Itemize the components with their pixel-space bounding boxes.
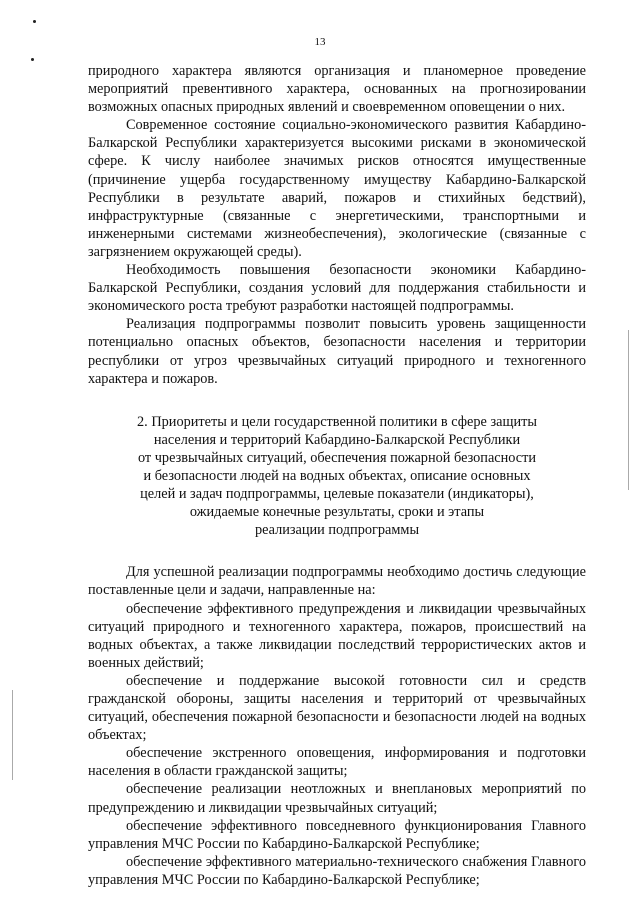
page-number: 13 <box>314 36 326 48</box>
section-heading <box>88 413 586 540</box>
list-item: обеспечение эффективного повседневного функционирования Главного управления МЧС России по Кабардино-Балкарской Республике; <box>88 817 586 852</box>
document-body <box>88 62 586 889</box>
scan-edge-mark <box>12 690 13 780</box>
paragraph: природного характера являются организация и планомерное проведение мероприятий превентивного характера, основанных на прогнозировании возможных опасных природных явлений и своевременном оповещении о них. <box>88 63 586 116</box>
heading-line: и безопасности людей на водных объектах, описание основных <box>143 467 531 484</box>
paragraph: Современное состояние социально-экономического развития Кабардино-Балкарской Республики характеризуется высокими рисками в экономической сфере. К числу наиболее значимых рисков относятся имущественные (причинение ущерба государственному имуществу Кабардино-Балкарской Республики в результате аварий, пожаров и стихийных бедствий), инфраструктурные (связанные с энергетическими, транспортными и инженерными системами жизнеобеспечения), экологические (связанные с загрязнением окружающей среды). <box>88 117 586 260</box>
heading-line: от чрезвычайных ситуаций, обеспечения пожарной безопасности <box>137 449 537 466</box>
heading-line: реализации подпрограммы <box>254 522 420 539</box>
list-item: обеспечение эффективного предупреждения и ликвидации чрезвычайных ситуаций природного и техногенного характера, пожаров, происшествий на водных объектах, а также ликвидации последствий террористических актов и военных действий; <box>88 600 586 671</box>
paragraph: Для успешной реализации подпрограммы необходимо достичь следующие поставленные цели и задачи, направленные на: <box>88 564 586 599</box>
heading-line: ожидаемые конечные результаты, сроки и этапы <box>189 504 485 521</box>
list-item: обеспечение и поддержание высокой готовности сил и средств гражданской обороны, защиты населения и территорий от чрезвычайных ситуаций, обеспечения пожарной безопасности и безопасности людей на водных объектах; <box>88 672 586 744</box>
list-item: обеспечение эффективного материально-технического снабжения Главного управления МЧС России по Кабардино-Балкарской Республике; <box>88 853 586 888</box>
heading-line: целей и задач подпрограммы, целевые показатели (индикаторы), <box>140 486 534 503</box>
heading-line: населения и территорий Кабардино-Балкарской Республики <box>153 431 521 448</box>
paragraph: Реализация подпрограммы позволит повысить уровень защищенности потенциально опасных объектов, безопасности населения и территории республики от угроз чрезвычайных ситуаций природного и техногенного характера и пожаров. <box>88 316 586 387</box>
scan-speck <box>33 20 36 23</box>
scan-edge-mark <box>628 330 629 490</box>
list-item: обеспечение реализации неотложных и внеплановых мероприятий по предупреждению и ликвидации чрезвычайных ситуаций; <box>88 781 586 816</box>
heading-line: 2. Приоритеты и цели государственной политики в сфере защиты <box>137 413 537 430</box>
list-item: обеспечение экстренного оповещения, информирования и подготовки населения в области гражданской защиты; <box>88 745 586 780</box>
paragraph: Необходимость повышения безопасности экономики Кабардино-Балкарской Республики, создания условий для поддержания стабильности и экономического роста требуют разработки настоящей подпрограммы. <box>88 262 586 315</box>
scan-speck <box>31 58 34 61</box>
